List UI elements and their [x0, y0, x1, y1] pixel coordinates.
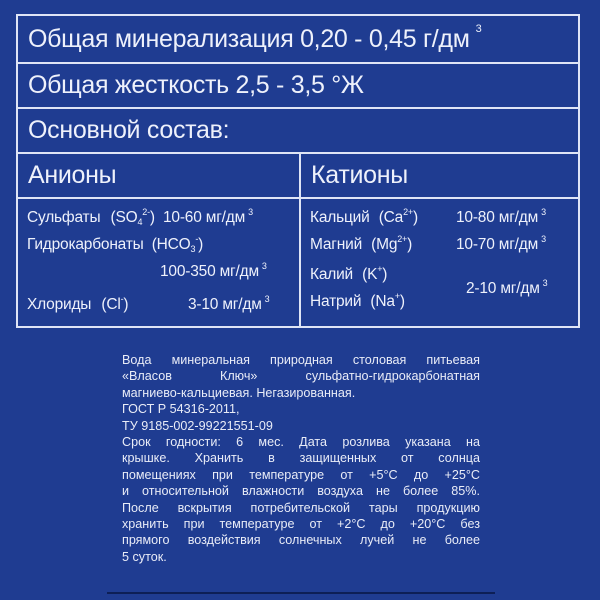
calcium-value-line	[456, 209, 546, 227]
sulfates-value: 10-60 мг/дм	[162, 209, 246, 226]
magnesium-formula-close: )	[407, 236, 413, 253]
bicarbonates-item	[27, 236, 203, 254]
chlorides-unit-sup: 3	[264, 294, 270, 304]
magnesium-formula	[371, 236, 412, 253]
description-line: хранить при температуре от +2°С до +20°С без	[122, 517, 480, 532]
bicarbonates-formula-sub: 3	[190, 244, 196, 254]
potassium-sodium-unit-sup: 3	[542, 278, 548, 288]
sulfates-unit-sup: 3	[248, 207, 253, 217]
potassium-formula-base: (K	[362, 266, 378, 283]
description-line: и относительной влажности воздуха не более 85%.	[122, 484, 480, 499]
chlorides-formula-sup: -	[120, 294, 124, 304]
description-line: прямого воздействия солнечных лучей не более	[122, 533, 480, 548]
magnesium-value-line	[456, 236, 546, 254]
description-line: 5 суток.	[122, 549, 167, 564]
calcium-formula-sup: 2+	[403, 207, 413, 217]
description-line: После вскрытия потребительской тары продукцию	[122, 500, 480, 515]
chlorides-item	[27, 296, 128, 314]
cations-header	[301, 154, 578, 199]
magnesium-unit-sup: 3	[541, 234, 546, 244]
magnesium-name: Магний	[310, 236, 363, 253]
mineralization-row	[18, 16, 578, 64]
sulfates-formula-close: )	[149, 209, 155, 226]
description-line: магниево-кальциевая. Негазированная.	[122, 385, 356, 400]
mineralization-unit-sup: 3	[475, 22, 482, 35]
chlorides-value-line	[188, 296, 269, 314]
calcium-name: Кальций	[310, 209, 370, 226]
potassium-formula-sup: +	[377, 264, 383, 274]
potassium-formula	[362, 266, 387, 283]
sulfates-name: Сульфаты	[27, 209, 101, 226]
bicarbonates-value: 100-350 мг/дм	[160, 263, 259, 280]
description-line: Срок годности: 6 мес. Дата розлива указана на	[122, 435, 480, 450]
sodium-formula-base: (Na	[370, 293, 395, 310]
description-line: ТУ 9185-002-99221551-09	[122, 418, 273, 433]
description-line: Вода минеральная природная столовая питьевая	[122, 353, 480, 367]
potassium-name: Калий	[310, 266, 354, 283]
sulfates-formula-sup: 2-	[142, 207, 150, 217]
bicarbonates-formula-close: )	[198, 236, 204, 253]
composition-table	[16, 14, 580, 328]
bicarbonates-formula-sup: -	[195, 234, 199, 244]
sulfates-item	[27, 209, 253, 227]
description-line: «Власов Ключ» сульфатно-гидрокарбонатная	[122, 369, 480, 384]
hardness-row	[18, 64, 578, 109]
sulfates-formula	[111, 209, 155, 226]
potassium-sodium-value: 2-10 мг/дм	[466, 280, 540, 297]
sodium-formula-sup: +	[394, 291, 400, 301]
product-description	[122, 352, 480, 565]
sodium-formula-close: )	[399, 293, 405, 310]
calcium-value: 10-80 мг/дм	[456, 209, 539, 226]
bicarbonates-value-line	[160, 263, 267, 281]
potassium-item	[310, 266, 387, 284]
chlorides-value: 3-10 мг/дм	[188, 296, 262, 313]
bottom-divider	[107, 592, 495, 594]
magnesium-value: 10-70 мг/дм	[456, 236, 539, 253]
calcium-formula-close: )	[412, 209, 418, 226]
chlorides-formula	[101, 296, 128, 313]
anions-header	[18, 154, 299, 199]
description-line: ГОСТ Р 54316-2011,	[122, 402, 240, 417]
magnesium-formula-sup: 2+	[397, 234, 408, 244]
bicarbonates-unit-sup: 3	[261, 261, 267, 271]
bicarbonates-name: Гидрокарбонаты	[27, 236, 144, 253]
composition-heading: Основной состав:	[28, 116, 230, 144]
sulfates-formula-sub: 4	[137, 217, 143, 227]
calcium-formula	[379, 209, 418, 226]
sodium-name: Натрий	[310, 293, 362, 310]
potassium-formula-close: )	[382, 266, 388, 283]
calcium-formula-base: (Ca	[378, 209, 404, 226]
bicarbonates-formula-base: (HCO	[151, 236, 191, 253]
magnesium-item	[310, 236, 412, 254]
calcium-unit-sup: 3	[541, 207, 546, 217]
magnesium-formula-base: (Mg	[371, 236, 398, 253]
sodium-item	[310, 293, 405, 311]
cations-header-label: Катионы	[311, 161, 408, 189]
description-line: крышке. Хранить в защищенных от солнца	[122, 451, 480, 466]
composition-row	[18, 109, 578, 154]
sodium-formula	[370, 293, 404, 310]
description-line: помещениях при температуре от +5°С до +25°С	[122, 467, 480, 482]
potassium-sodium-value-line	[466, 280, 547, 298]
mineralization-text: Общая минерализация 0,20 - 0,45 г/дм	[28, 24, 470, 53]
bicarbonates-formula	[152, 236, 203, 253]
sulfates-formula-base: (SO	[110, 209, 138, 226]
anions-header-label: Анионы	[28, 161, 117, 189]
chlorides-formula-close: )	[123, 296, 129, 313]
calcium-item	[310, 209, 418, 227]
hardness-text: Общая жесткость 2,5 - 3,5 °Ж	[28, 71, 364, 99]
chlorides-name: Хлориды	[27, 296, 92, 313]
chlorides-formula-base: (Cl	[101, 296, 121, 313]
